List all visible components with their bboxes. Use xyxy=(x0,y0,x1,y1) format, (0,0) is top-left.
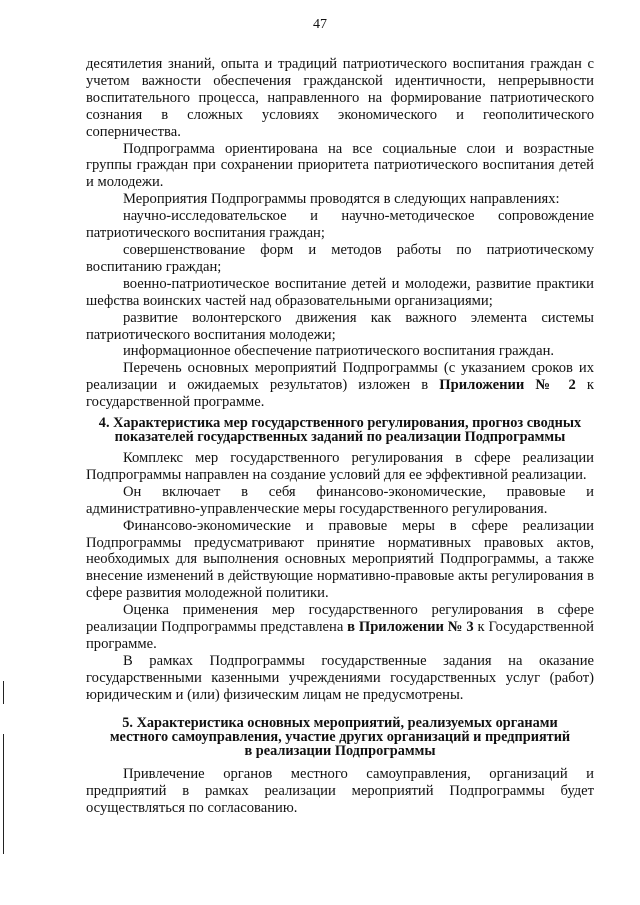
paragraph: Привлечение органов местного самоуправления, организаций и предприятий в рамках реализации мероприятий Подпрограммы будет осуществляться по согласованию. xyxy=(86,766,594,816)
text-block-intro xyxy=(86,56,594,411)
heading-line: 4. Характеристика мер государственного регулирования, прогноз сводных xyxy=(98,415,582,431)
list-item: научно-исследовательское и научно-методическое сопровождение патриотического воспитания граждан; xyxy=(86,208,594,242)
paragraph: десятилетия знаний, опыта и традиций патриотического воспитания граждан с учетом важности обеспечения гражданской идентичности, непрерывности воспитательного процесса, направленного на формирование патриотического сознания в сложных условиях экономического и геополитического соперничества. xyxy=(86,56,594,140)
paragraph: Комплекс мер государственного регулирования в сфере реализации Подпрограммы направлен на создание условий для ее эффективной реализации. xyxy=(86,450,594,483)
section-5 xyxy=(86,716,594,817)
page-number: 47 xyxy=(313,17,327,32)
paragraph xyxy=(86,360,594,411)
scan-mark xyxy=(3,681,4,704)
section-heading xyxy=(86,716,594,758)
paragraph: Подпрограмма ориентирована на все социальные слои и возрастные группы граждан при сохранении приоритета патриотического воспитания детей и молодежи. xyxy=(86,140,594,191)
text-run: к государственной программе. xyxy=(86,377,594,411)
heading-line: показателей государственных заданий по реализации Подпрограммы xyxy=(114,429,566,445)
bold-reference: Приложении № 2 xyxy=(439,377,576,394)
paragraph: Финансово-экономические и правовые меры в сфере реализации Подпрограммы предусматривают принятие нормативных правовых актов, необходимых для выполнения основных мероприятий Подпрограммы, а также внесение изменений в действующие нормативно-правовые акты регулирования в сфере развития молодежной политики. xyxy=(86,517,594,602)
section-heading xyxy=(86,416,594,444)
bold-reference: в Приложении № 3 xyxy=(347,619,474,636)
list-item: информационное обеспечение патриотического воспитания граждан. xyxy=(123,343,555,360)
scan-mark xyxy=(3,734,4,854)
paragraph xyxy=(86,602,594,653)
heading-line: местного самоуправления, участие других организаций и предприятий xyxy=(109,729,571,745)
paragraph: Он включает в себя финансово-экономические, правовые и административно-управленческие меры государственного регулирования. xyxy=(86,483,594,517)
section-4 xyxy=(86,416,594,704)
heading-line: в реализации Подпрограммы xyxy=(244,743,436,759)
text-run: к Государственной программе. xyxy=(86,619,594,652)
list-item: военно-патриотическое воспитание детей и молодежи, развитие практики шефства воинских частей над образовательными организациями; xyxy=(86,275,594,309)
list-item: совершенствование форм и методов работы по патриотическому воспитанию граждан; xyxy=(86,241,594,275)
paragraph: В рамках Подпрограммы государственные задания на оказание государственными казенными учреждениями государственных услуг (работ) юридическим и (или) физическим лицам не предусмотрены. xyxy=(86,652,594,703)
heading-line: 5. Характеристика основных мероприятий, реализуемых органами xyxy=(122,715,558,731)
paragraph: Мероприятия Подпрограммы проводятся в следующих направлениях: xyxy=(123,191,560,208)
text-run: Оценка применения мер государственного регулирования в сфере реализации Подпрограммы представлена xyxy=(86,602,594,636)
list-item: развитие волонтерского движения как важного элемента системы патриотического воспитания молодежи; xyxy=(86,309,594,343)
text-run: Перечень основных мероприятий Подпрограммы (с указанием сроков их реализации и ожидаемых результатов) изложен в xyxy=(86,360,594,394)
